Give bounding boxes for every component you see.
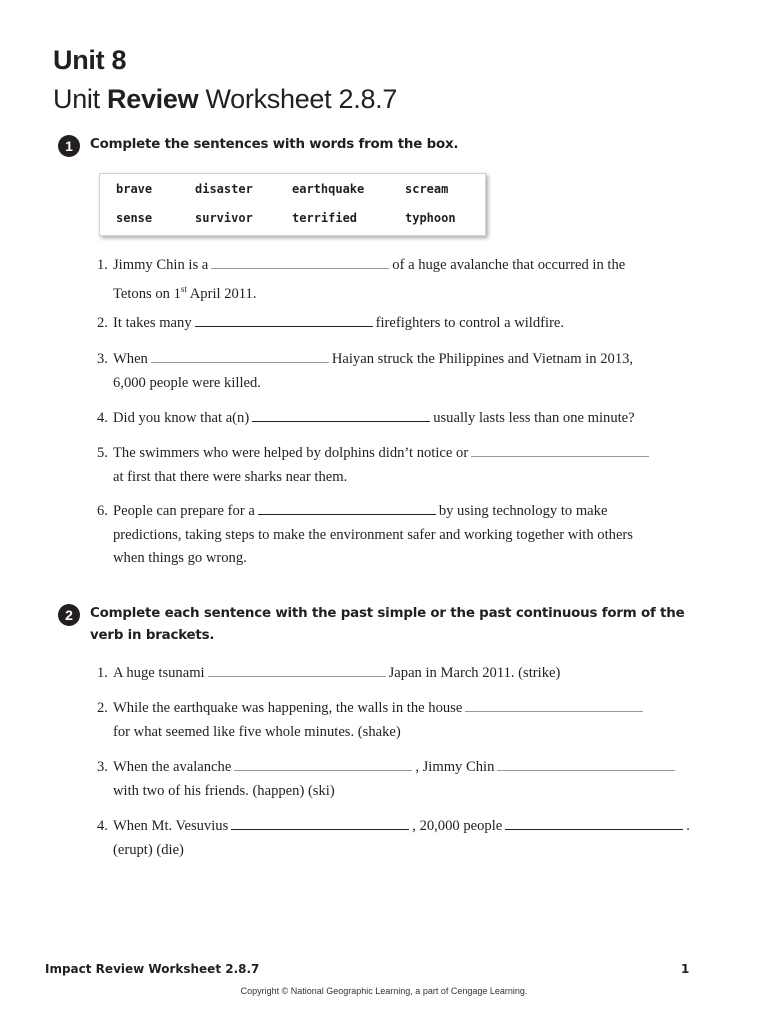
section-1-number-badge: 1 (58, 135, 80, 157)
item-continuation: 6,000 people were killed. (113, 374, 261, 391)
answer-blank[interactable] (258, 499, 436, 515)
item-text: Haiyan struck the Philippines and Vietnam in 2013, (331, 351, 634, 367)
answer-blank[interactable] (231, 814, 409, 830)
item-number: 6. (97, 503, 108, 519)
item-continuation: predictions, taking steps to make the environment safer and working together with others (113, 526, 633, 543)
item-number: 4. (97, 410, 108, 426)
item-number: 5. (97, 445, 108, 461)
item-text: People can prepare for a (113, 503, 255, 519)
answer-blank[interactable] (195, 311, 373, 327)
section-2-instruction: Complete each sentence with the past simple or the past continuous form of the verb in brackets. (90, 606, 685, 643)
item-continuation: when things go wrong. (113, 550, 247, 566)
item-text: When (113, 351, 148, 367)
item-number: 1. (97, 257, 108, 273)
item-text: Japan in March 2011. (strike) (388, 665, 561, 681)
item-text: by using technology to make (438, 503, 608, 519)
word-box-word: disaster (195, 182, 253, 196)
item-continuation (97, 278, 707, 306)
item-text: When the avalanche (113, 759, 232, 775)
item-text: While the earthquake was happening, the walls in the house (113, 700, 463, 716)
item-text: Did you know that a(n) (113, 410, 250, 426)
exercise-2-item-2 (97, 696, 707, 744)
item-text: It takes many (113, 315, 192, 331)
copyright-notice: Copyright © National Geographic Learning, a part of Cengage Learning. (240, 986, 528, 996)
word-box (99, 173, 486, 236)
item-text: Jimmy Chin is a (113, 257, 209, 273)
exercise-1-item-3 (97, 347, 707, 395)
unit-title: Unit 8 (53, 45, 127, 75)
section-2-heading (58, 603, 710, 647)
exercise-2-item-3 (97, 755, 707, 803)
answer-blank[interactable] (234, 755, 412, 771)
section-2-number-badge: 2 (58, 604, 80, 626)
title-bold: Review (107, 84, 199, 114)
item-continuation: with two of his friends. (happen) (ski) (113, 782, 335, 799)
page-number: 1 (681, 962, 690, 976)
answer-blank[interactable] (208, 661, 386, 677)
ordinal-suffix: st (180, 283, 187, 294)
answer-blank[interactable] (505, 814, 683, 830)
item-text: of a huge avalanche that occurred in the (392, 257, 626, 273)
answer-blank[interactable] (497, 755, 675, 771)
section-1-heading (58, 134, 710, 157)
exercise-1-item-4 (97, 406, 707, 431)
answer-blank[interactable] (151, 347, 329, 363)
title-prefix: Unit (53, 84, 108, 114)
word-box-word: survivor (195, 211, 253, 225)
answer-blank[interactable] (465, 696, 643, 712)
word-box-word: scream (405, 182, 449, 196)
item-number: 2. (97, 700, 108, 716)
item-text: usually lasts less than one minute? (433, 410, 635, 426)
item-text: Tetons on 1 (113, 285, 181, 302)
answer-blank[interactable] (211, 253, 389, 269)
word-box-word: brave (116, 182, 153, 196)
section-1-instruction: Complete the sentences with words from the box. (90, 137, 459, 152)
word-box-word: typhoon (405, 211, 456, 225)
title-suffix: Worksheet 2.8.7 (198, 84, 398, 114)
item-text: When Mt. Vesuvius (113, 818, 229, 834)
exercise-1-item-2 (97, 311, 707, 336)
word-box-word: terrified (292, 211, 358, 225)
item-number: 4. (97, 818, 108, 834)
item-text: A huge tsunami (113, 665, 205, 681)
answer-blank[interactable] (471, 441, 649, 457)
word-box-word: sense (116, 211, 153, 225)
item-continuation: (erupt) (die) (113, 841, 184, 858)
item-continuation: for what seemed like five whole minutes. (shake) (113, 723, 401, 740)
item-text: firefighters to control a wildfire. (375, 315, 565, 331)
item-number: 2. (97, 315, 108, 331)
worksheet-title (53, 82, 397, 116)
item-number: 3. (97, 759, 108, 775)
exercise-2-item-4 (97, 814, 707, 862)
item-text: , Jimmy Chin (415, 759, 495, 775)
item-number: 3. (97, 351, 108, 367)
footer-title: Impact Review Worksheet 2.8.7 (45, 962, 260, 976)
exercise-1-item-5 (97, 441, 707, 489)
item-continuation: at first that there were sharks near them. (113, 468, 348, 485)
item-text: , 20,000 people (412, 818, 503, 834)
item-text: April 2011. (186, 285, 257, 302)
page-header (53, 44, 397, 116)
exercise-1-item-6 (97, 499, 707, 571)
word-box-word: earthquake (292, 182, 365, 196)
exercise-2-item-1 (97, 661, 707, 686)
item-text: The swimmers who were helped by dolphins didn’t notice or (113, 445, 469, 461)
item-number: 1. (97, 665, 108, 681)
item-text: . (686, 818, 690, 834)
exercise-1-item-1 (97, 253, 707, 306)
answer-blank[interactable] (252, 406, 430, 422)
